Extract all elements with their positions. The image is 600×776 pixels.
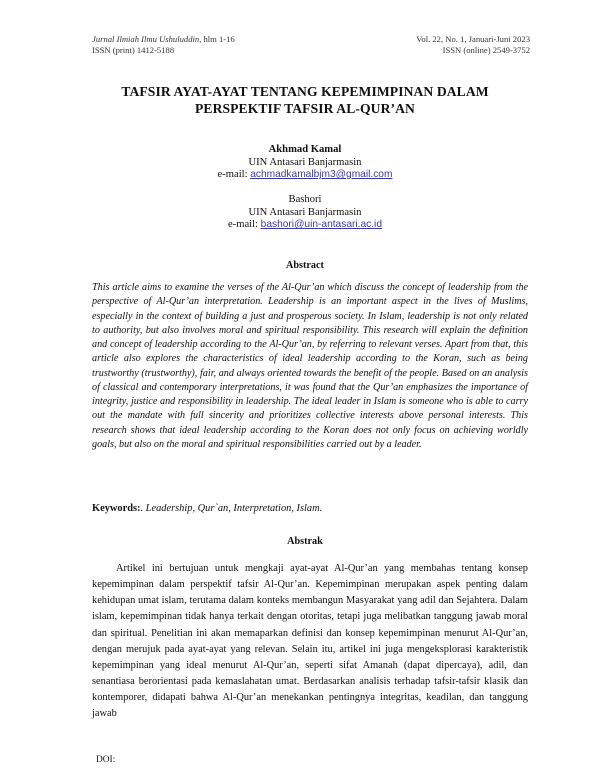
paper-title — [90, 84, 520, 117]
author-affiliation: UIN Antasari Banjarmasin — [248, 156, 362, 168]
abstract-english-text: This article aims to examine the verses of the Al-Qur’an which discuss the concept of leadership from the perspective of Al-Qur’an interpretation. Leadership is an important aspect in the lives of Muslims, especially in the context of building a just and prosperous society. In Islam, leadership is not only related to authority, but also involves moral and spiritual responsibility. This research will explain the definition and concept of leadership according to the Al-Qur’an, by referring to relevant verses. Apart from that, this article also explores the characteristics of ideal leadership according to the Koran, such as being trustworthy (trustworthy), fair, and always oriented towards the benefit of the people. Based on an analysis of classical and contemporary interpretations, it was found that the Qur’an emphasizes the importance of integrity, justice and responsibility in leadership. The ideal leader in Islam is someone who is able to carry out the mandate with full sincerity and prioritizes collective interests above personal interests. This research shows that ideal leadership according to the Koran does not only focus on achieving worldly goals, but also on the moral and spiritual responsibilities carried out by a leader. — [92, 282, 528, 450]
page-range: , hlm 1-16 — [199, 34, 235, 44]
author-name: Bashori — [288, 194, 322, 205]
abstrak-heading: Abstrak — [287, 536, 323, 547]
journal-header-right — [416, 34, 530, 56]
keywords-value: . Leadership, Qur`an, Interpretation, Islam. — [140, 503, 323, 514]
author-name: Akhmad Kamal — [268, 144, 342, 155]
abstract-indonesian-text: Artikel ini bertujuan untuk mengkaji ayat-ayat Al-Qur’an yang membahas tentang konsep kepemimpinan dalam perspektif tafsir Al-Qur’an. Kepemimpinan merupakan aspek penting dalam kehidupan umat islam, terutama dalam konteks membangun Masyarakat yang adil dan Sejahtera. Dalam islam, kepemimpinan tidak hanya terkait dengan otoritas, tetapi juga melibatkan tanggung jawab moral dan spiritual. Penelitian ini akan memaparkan definisi dan konsep kepemimpinan menurut Al-Qur’an, dengan merujuk pada ayat-ayat yang relevan. Selain itu, artikel ini juga mengeksplorasi karakteristik kepemimpinan yang ideal menurut Al-Qur’an, seperti sifat Amanah (dapat dipercaya), adil, dan senantiasa berorientasi pada kemaslahatan umat. Berdasarkan analisis terhadap tafsir-tafsir klasik dan kontemporer, didapati bahwa Al-Qur’an menekankan pentingnya integritas, keadilan, dan tanggung jawab — [92, 563, 528, 720]
email-label: e-mail: — [217, 169, 251, 181]
author-block-2 — [90, 194, 520, 232]
email-label: e-mail: — [228, 219, 261, 231]
issn-online: ISSN (online) 2549-3752 — [442, 45, 530, 55]
keywords-label: Keywords: — [92, 503, 141, 514]
author-affiliation: UIN Antasari Banjarmasin — [248, 206, 362, 218]
title-line-1: TAFSIR AYAT-AYAT TENTANG KEPEMIMPINAN DALAM — [121, 84, 489, 99]
author-block-1 — [90, 144, 520, 182]
keywords-line — [92, 502, 528, 515]
author-email-link[interactable]: achmadkamalbjm3@gmail.com — [250, 169, 393, 181]
issn-print: ISSN (print) 1412-5188 — [92, 45, 175, 55]
journal-header-left — [92, 34, 235, 56]
journal-name: Jurnal Ilmiah Ilmu Ushuluddin — [92, 34, 200, 44]
title-line-2: PERSPEKTIF TAFSIR AL-QUR’AN — [195, 100, 415, 116]
author-email-link[interactable]: bashori@uin-antasari.ac.id — [260, 219, 382, 231]
doi-label: DOI: — [96, 755, 116, 765]
volume-info: Vol. 22, No. 1, Januari-Juni 2023 — [416, 34, 530, 44]
abstract-heading: Abstract — [286, 260, 324, 271]
